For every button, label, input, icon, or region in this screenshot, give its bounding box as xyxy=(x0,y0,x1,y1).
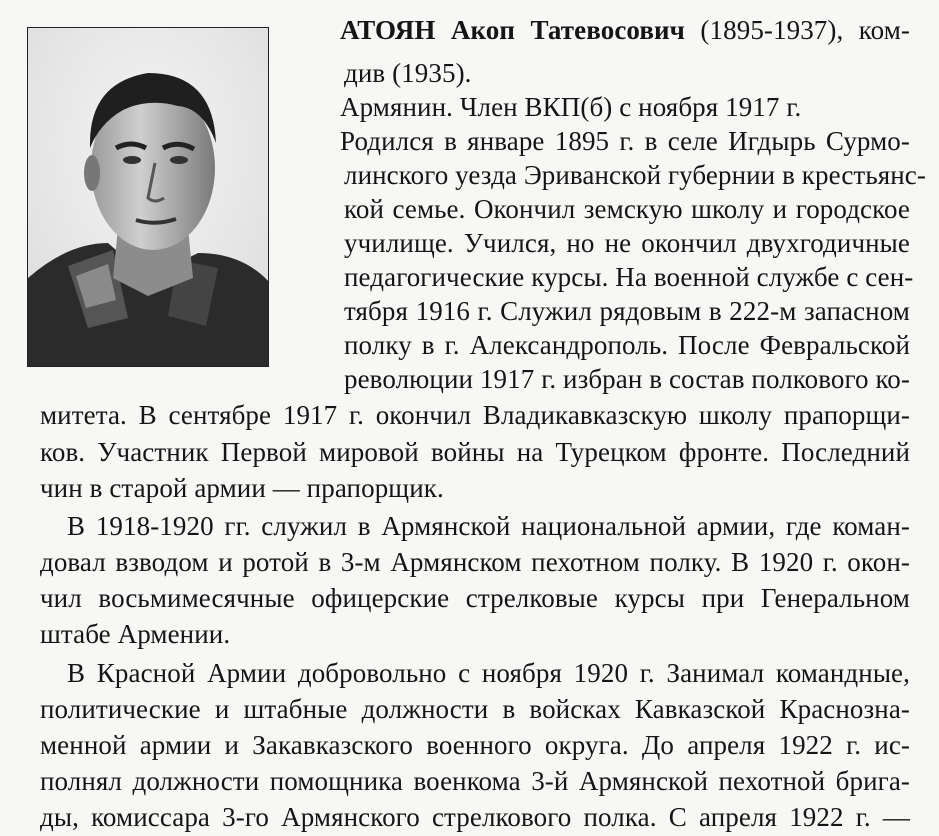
text-line: менной армии и Закавказского военного округа. До апреля 1922 г. ис- xyxy=(40,730,910,760)
heading-rest: (1895-1937), ком- xyxy=(685,15,910,45)
text-line: Родился в январе 1895 г. в селе Игдырь Сурмо- xyxy=(340,126,910,156)
text-line: линского уезда Эриванской губернии в крестьянс- xyxy=(344,160,926,190)
text-line: Армянин. Член ВКП(б) с ноября 1917 г. xyxy=(340,92,802,122)
text-line: чин в старой армии — прапорщик. xyxy=(40,473,444,503)
text-line: педагогические курсы. На военной службе с сен- xyxy=(344,262,914,292)
text-line: революции 1917 г. избран в состав полкового ко- xyxy=(344,364,910,394)
text-line: В 1918-1920 гг. служил в Армянской национальной армии, где коман- xyxy=(67,511,910,541)
portrait-photo xyxy=(27,27,269,367)
text-line: чил восьмимесячные офицерские стрелковые курсы при Генеральном xyxy=(40,583,910,613)
text-line: штабе Армении. xyxy=(40,619,231,649)
text-line: тября 1916 г. Служил рядовым в 222-м запасном xyxy=(344,296,910,326)
text-line: полку в г. Александрополь. После Февральской xyxy=(344,330,910,360)
text-line: див (1935). xyxy=(344,58,472,88)
text-line: политические и штабные должности в войсках Кавказской Краснозна- xyxy=(40,694,910,724)
text-line: училище. Учился, но не окончил двухгодичные xyxy=(344,228,910,258)
text-line: митета. В сентябре 1917 г. окончил Владикавказскую школу прапорщи- xyxy=(40,400,910,430)
person-name: АТОЯН Акоп Татевосович xyxy=(340,15,685,45)
text-line: ды, комиссара 3-го Армянского стрелкового полка. С апреля 1922 г. — xyxy=(40,802,910,832)
text-line: ков. Участник Первой мировой войны на Турецком фронте. Последний xyxy=(40,437,910,467)
text-line: довал взводом и ротой в 3-м Армянском пехотном полку. В 1920 г. окон- xyxy=(40,547,910,577)
text-line: В Красной Армии добровольно с ноября 1920 г. Занимал командные, xyxy=(67,658,910,688)
text-line: кой семье. Окончил земскую школу и городское xyxy=(344,194,910,224)
heading-line xyxy=(340,13,910,47)
text-line: полнял должности помощника военкома 3-й Армянской пехотной брига- xyxy=(40,766,910,796)
portrait-image xyxy=(28,28,269,367)
